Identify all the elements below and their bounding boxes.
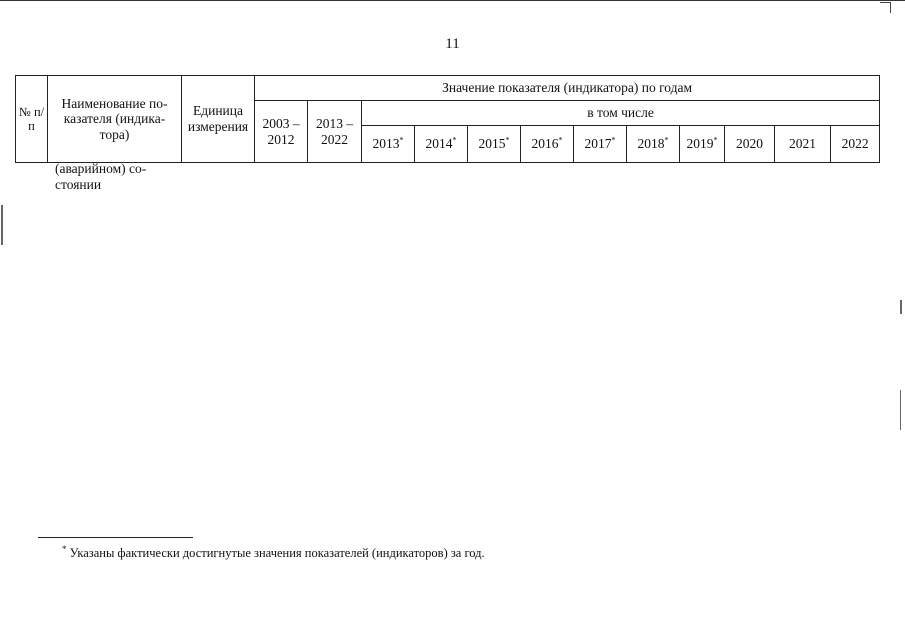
header-year-2017	[574, 126, 627, 163]
header-values-by-year: Значение показателя (индикатора) по годам	[255, 76, 880, 101]
header-year-2015	[468, 126, 521, 163]
header-year-2019	[680, 126, 725, 163]
year-label: 2015	[478, 136, 506, 152]
header-range-2003-2012: 2003 – 2012	[255, 101, 308, 163]
header-indicator-name: Наименование по-казателя (индика-тора)	[48, 76, 182, 163]
footnote-text: Указаны фактически достигнутые значения показателей (индикаторов) за год.	[66, 546, 485, 560]
year-label: 2014	[425, 136, 453, 152]
indicator-table	[15, 75, 880, 163]
page-number: 11	[445, 36, 460, 52]
year-footnote-mark: *	[611, 135, 616, 145]
header-year-2021	[775, 126, 831, 163]
header-year-2022	[831, 126, 880, 163]
header-year-2013	[362, 126, 415, 163]
continuation-text: (аварийном) со- стоянии	[55, 161, 147, 192]
year-label: 2021	[789, 136, 816, 152]
header-row-number: № п/п	[16, 76, 48, 163]
corner-mark	[880, 2, 891, 13]
year-label: 2013	[372, 136, 400, 152]
year-footnote-mark: *	[505, 135, 510, 145]
header-year-2018	[627, 126, 680, 163]
year-label: 2020	[736, 136, 763, 152]
header-unit: Единица измерения	[182, 76, 255, 163]
header-range-2013-2022: 2013 – 2022	[308, 101, 362, 163]
scan-edge-right	[900, 390, 901, 430]
year-footnote-mark: *	[399, 135, 404, 145]
page-top-edge	[0, 0, 905, 1]
scan-speck-left	[1, 205, 3, 245]
year-label: 2016	[531, 136, 559, 152]
header-year-2020	[725, 126, 775, 163]
year-footnote-mark: *	[664, 135, 669, 145]
year-label: 2019	[686, 136, 714, 152]
year-footnote-mark: *	[713, 135, 718, 145]
footnote	[62, 543, 485, 561]
year-label: 2017	[584, 136, 612, 152]
year-label: 2022	[841, 136, 869, 152]
year-label: 2018	[637, 136, 665, 152]
header-including: в том числе	[362, 101, 880, 126]
header-year-2016	[521, 126, 574, 163]
year-footnote-mark: *	[452, 135, 457, 145]
header-year-2014	[415, 126, 468, 163]
footnote-mark: *	[62, 543, 67, 554]
footnote-separator	[38, 537, 193, 538]
year-footnote-mark: *	[558, 135, 563, 145]
scan-speck-right	[900, 300, 902, 314]
